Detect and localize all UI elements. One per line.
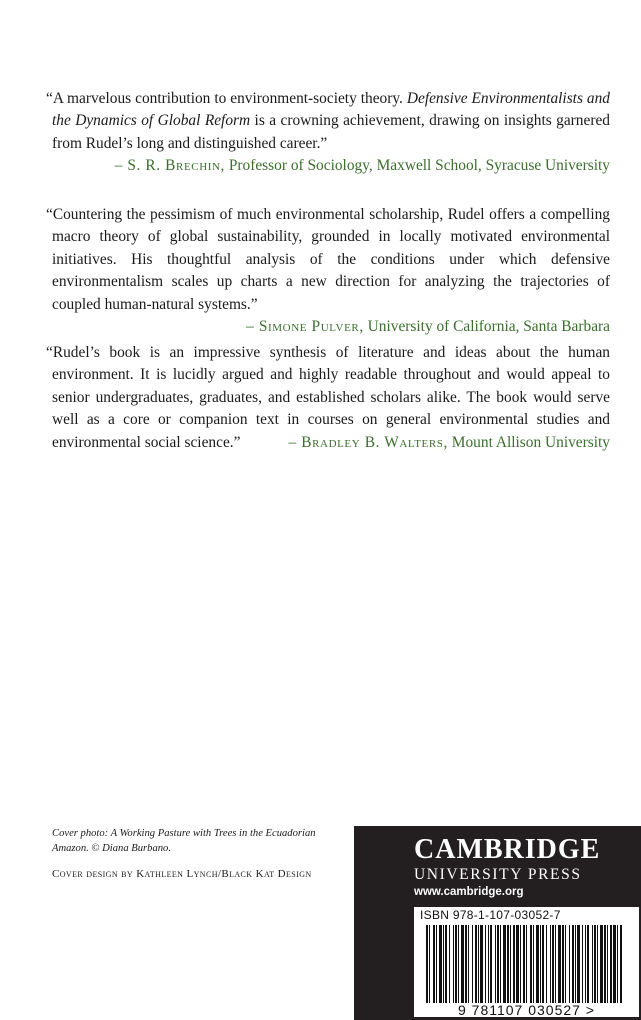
- barcode-bar: [461, 925, 464, 1003]
- barcode-bar: [513, 925, 515, 1003]
- barcode-bar: [429, 925, 430, 1003]
- barcode-bars: [426, 925, 626, 1003]
- barcode-bar: [488, 925, 489, 1003]
- ean-digits: 9 781107 030527 >: [457, 1002, 596, 1018]
- barcode-bar: [555, 925, 556, 1003]
- quote-2: [46, 204, 610, 338]
- barcode-bar: [592, 925, 593, 1003]
- barcode-bar: [523, 925, 525, 1003]
- publisher-subname: UNIVERSITY PRESS: [414, 866, 582, 883]
- barcode-bar: [443, 925, 444, 1003]
- barcode-bar: [465, 925, 467, 1003]
- barcode-bar: [439, 925, 442, 1003]
- barcode-bar: [516, 925, 519, 1003]
- barcode-bar: [600, 925, 603, 1003]
- barcode-bar: [620, 925, 622, 1003]
- barcode-bar: [458, 925, 459, 1003]
- barcode-bar: [453, 925, 454, 1003]
- barcode-bar: [587, 925, 589, 1003]
- quote-1-author: – S. R. Brechin,: [114, 157, 225, 175]
- barcode-bar: [597, 925, 598, 1003]
- barcode-bar: [575, 925, 576, 1003]
- quote-1-text-pre: “A marvelous contribution to environment-society theory.: [46, 90, 407, 107]
- barcode-bar: [613, 925, 616, 1003]
- barcode-bar: [478, 925, 479, 1003]
- barcode-bar: [475, 925, 477, 1003]
- barcode-bar: [485, 925, 486, 1003]
- barcode-bar: [582, 925, 583, 1003]
- barcode-bar: [617, 925, 618, 1003]
- barcode-bar: [533, 925, 534, 1003]
- barcode-bar: [585, 925, 586, 1003]
- quote-1-affiliation: Professor of Sociology, Maxwell School, Syracuse University: [225, 157, 610, 175]
- barcode-bar: [472, 925, 473, 1003]
- quote-1-book-title: Defensive Environmentalists and the Dynamics of Global Reform: [52, 90, 610, 130]
- barcode-bar: [490, 925, 492, 1003]
- publisher-panel: [354, 826, 641, 1020]
- barcode-bar: [530, 925, 532, 1003]
- quote-1: [46, 88, 610, 178]
- barcode-bar: [510, 925, 511, 1003]
- barcode-bar: [540, 925, 541, 1003]
- quote-2-text: “Countering the pessimism of much environmental scholarship, Rudel offers a compelling macro theory of global sustainability, grounded in locally motivated environmental initiatives. His thoughtful analysis of the conditions under which defensive environmentalism scales up charts a new direction for analyzing the trajectories of coupled human-natural systems.”: [46, 206, 610, 313]
- barcode-bar: [558, 925, 561, 1003]
- quote-3-attribution: [288, 432, 610, 454]
- cover-credits: [52, 826, 352, 882]
- quote-2-body: [46, 204, 610, 336]
- barcode-bar: [500, 925, 501, 1003]
- barcode-bar: [520, 925, 521, 1003]
- isbn-label: ISBN 978-1-107-03052-7: [420, 908, 561, 922]
- barcode-bar: [565, 925, 566, 1003]
- barcode-block: [414, 907, 639, 1017]
- barcode-bar: [436, 925, 437, 1003]
- barcode-bar: [550, 925, 551, 1003]
- barcode-bar: [480, 925, 483, 1003]
- quote-1-text-post: is a crowning achievement, drawing on insights garnered from Rudel’s long and distinguished career.”: [52, 112, 610, 152]
- barcode-bar: [572, 925, 574, 1003]
- barcode-bar: [562, 925, 564, 1003]
- barcode-bar: [604, 925, 606, 1003]
- quote-3-text: “Rudel’s book is an impressive synthesis of literature and ideas about the human environment. It is lucidly argued and highly readable throughout and would appeal to senior undergraduates, graduates, and established scholars alike. The book would serve well as a core or companion text in courses on general environmental studies and environmental social science.”: [46, 344, 610, 451]
- barcode-bar: [507, 925, 509, 1003]
- quote-1-attribution: [52, 155, 610, 177]
- barcode-bar: [569, 925, 570, 1003]
- publisher-name: CAMBRIDGE: [414, 834, 601, 865]
- barcode-bar: [433, 925, 435, 1003]
- quote-1-text: [46, 88, 610, 178]
- barcode-bar: [503, 925, 506, 1003]
- barcode-bar: [577, 925, 580, 1003]
- cover-design-credit: Cover design by Kathleen Lynch/Black Kat Design: [52, 868, 312, 880]
- barcode-bar: [607, 925, 608, 1003]
- quote-3-affiliation: Mount Allison University: [447, 433, 610, 451]
- barcode-bar: [455, 925, 457, 1003]
- barcode-bar: [426, 925, 428, 1003]
- quote-2-attribution: [246, 316, 610, 338]
- quote-3-author: – Bradley B. Walters,: [288, 433, 448, 451]
- barcode-bar: [610, 925, 612, 1003]
- publisher-website: www.cambridge.org: [414, 886, 524, 898]
- barcode-bar: [495, 925, 496, 1003]
- barcode-bar: [449, 925, 450, 1003]
- barcode-bar: [594, 925, 596, 1003]
- barcode-bar: [526, 925, 527, 1003]
- quote-3: [46, 342, 610, 454]
- barcode-bar: [468, 925, 469, 1003]
- barcode-bar: [536, 925, 539, 1003]
- barcode-bar: [497, 925, 499, 1003]
- quote-2-author: – Simone Pulver,: [246, 318, 364, 336]
- barcode-bar: [546, 925, 547, 1003]
- cover-photo-credit: Cover photo: A Working Pasture with Trees in the Ecuadorian Amazon. © Diana Burbano.: [52, 828, 316, 854]
- barcode-bar: [445, 925, 447, 1003]
- barcode-bar: [542, 925, 544, 1003]
- quote-2-affiliation: University of California, Santa Barbara: [363, 318, 610, 336]
- barcode-bar: [552, 925, 554, 1003]
- quote-3-body: [46, 342, 610, 454]
